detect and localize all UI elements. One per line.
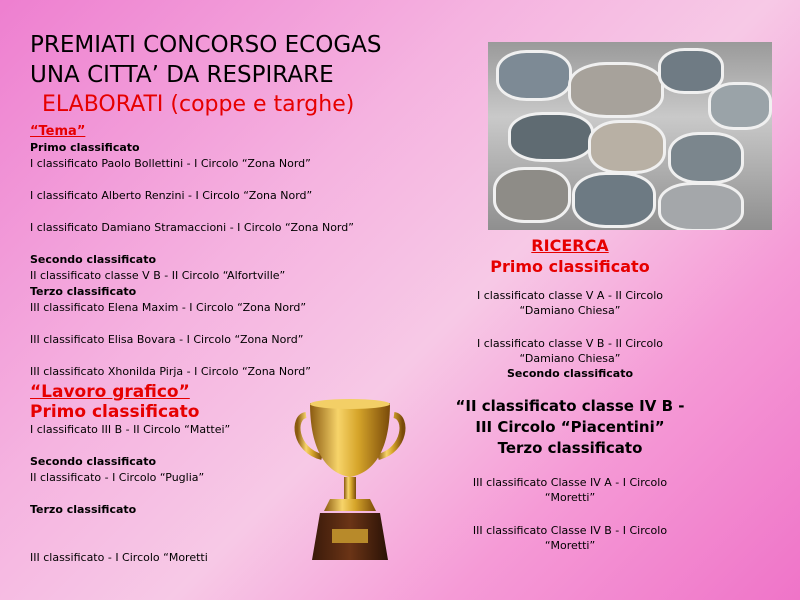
lavoro-terzo: III classificato - I Circolo “Moretti (30, 551, 208, 564)
ricerca-primo-1a: I classificato classe V A - II Circolo (476, 289, 663, 302)
ricerca-primo-label: Primo classificato (490, 257, 650, 276)
tema-terzo-2: III classificato Elisa Bovara - I Circolo “Zona Nord” (30, 333, 304, 346)
lavoro-heading: “Lavoro grafico” (30, 382, 190, 402)
ricerca-heading: RICERCA (531, 236, 609, 255)
tema-terzo-3: III classificato Xhonilda Pirja - I Circolo “Zona Nord” (30, 365, 311, 378)
ricerca-primo-2b: “Damiano Chiesa” (519, 352, 621, 365)
ricerca-secondo-a: “II classificato classe IV B - (455, 397, 685, 415)
title-line2: UNA CITTA’ DA RESPIRARE (30, 62, 334, 88)
lavoro-secondo-label: Secondo classificato (30, 455, 157, 468)
ricerca-terzo-2b: “Moretti” (544, 539, 596, 552)
tema-terzo-label: Terzo classificato (30, 285, 137, 298)
ricerca-terzo-2a: III classificato Classe IV B - I Circolo (472, 524, 668, 537)
lavoro-terzo-label: Terzo classificato (30, 503, 137, 516)
ricerca-terzo-label: Terzo classificato (497, 439, 643, 457)
ricerca-terzo-1b: “Moretti” (544, 491, 596, 504)
tema-primo-1: I classificato Paolo Bollettini - I Circolo “Zona Nord” (30, 157, 311, 170)
lavoro-primo: I classificato III B - II Circolo “Mattei” (30, 423, 231, 436)
lavoro-primo-label: Primo classificato (30, 402, 200, 422)
subtitle: ELABORATI (coppe e targhe) (42, 92, 355, 117)
tema-secondo: II classificato classe V B - II Circolo “Alfortville” (30, 269, 286, 282)
ricerca-terzo-1a: III classificato Classe IV A - I Circolo (472, 476, 668, 489)
tema-terzo-1: III classificato Elena Maxim - I Circolo “Zona Nord” (30, 301, 307, 314)
collage-photo (488, 42, 772, 230)
ricerca-secondo-b: III Circolo “Piacentini” (475, 418, 665, 436)
trophy-icon (292, 395, 408, 565)
lavoro-secondo: II classificato - I Circolo “Puglia” (30, 471, 205, 484)
title-line1: PREMIATI CONCORSO ECOGAS (30, 32, 382, 58)
tema-primo-3: I classificato Damiano Stramaccioni - I Circolo “Zona Nord” (30, 221, 354, 234)
tema-primo-label: Primo classificato (30, 141, 140, 154)
ricerca-primo-2a: I classificato classe V B - II Circolo (476, 337, 664, 350)
ricerca-primo-1b: “Damiano Chiesa” (519, 304, 621, 317)
tema-heading: “Tema” (30, 124, 86, 139)
ricerca-column (440, 236, 700, 571)
tema-primo-2: I classificato Alberto Renzini - I Circolo “Zona Nord” (30, 189, 313, 202)
ricerca-secondo-label: Secondo classificato (506, 367, 634, 380)
tema-secondo-label: Secondo classificato (30, 253, 157, 266)
